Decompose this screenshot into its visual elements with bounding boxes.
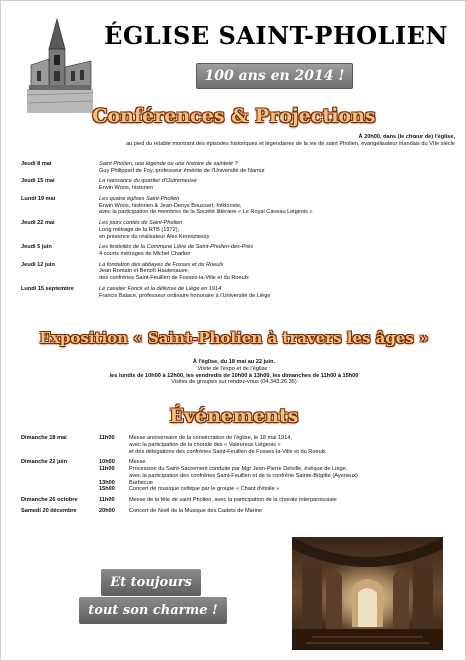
conference-item bbox=[21, 244, 451, 258]
conference-date: Jeudi 8 mai bbox=[21, 161, 52, 167]
conference-date: Lundi 15 septembre bbox=[21, 285, 74, 292]
conference-speaker: Jean Romain et Benoît Hautenauve, bbox=[99, 268, 190, 275]
conferences-heading: Conférences & Projections bbox=[92, 105, 376, 127]
conference-title: Les jours contés de Saint-Pholien bbox=[99, 219, 183, 226]
church-nave-photo bbox=[292, 537, 443, 650]
conference-title: Saint Pholien, une légende ou une histoire de sainteté ? bbox=[99, 161, 238, 167]
conference-date: Jeudi 5 juin bbox=[21, 244, 52, 251]
church-sketch-image bbox=[27, 15, 93, 113]
expo-groups: Visites de groupes sur rendez-vous (04.343.26.35) bbox=[171, 379, 297, 386]
conference-speaker: en présence du réalisateur Alex Keresztessy bbox=[99, 233, 210, 240]
conference-date: Jeudi 15 mai bbox=[21, 178, 55, 185]
event-text: Concert de Noël de la Musique des Cadets de Marine bbox=[129, 507, 263, 514]
page-title: ÉGLISE SAINT-PHOLIEN bbox=[104, 21, 448, 50]
event-time: 13h00 bbox=[99, 479, 115, 486]
expo-dates: À l'église, du 18 mai au 22 juin. bbox=[192, 359, 276, 365]
conference-speaker: des confréries Saint-Feuillen de Fosses-la-Ville et du Roeulx bbox=[99, 275, 249, 282]
conference-title: La naissance du quartier d'Outremeuse bbox=[99, 178, 197, 185]
conference-title: Le cavalier Fonck et la défense de Liège en 1914 bbox=[99, 285, 222, 292]
event-text: Concert de musique celtique par le groupe « Chant d'étoile » bbox=[129, 486, 280, 493]
event-text: Messe de la fête de saint Pholien, avec la participation de la chorale interparoissiale bbox=[129, 496, 337, 503]
event-day bbox=[21, 497, 461, 504]
conference-speaker: avec la participation de membres de la Société littéraire « Le Royal Caveau Liégeois » bbox=[99, 209, 313, 216]
slogan-line-1: Et toujours bbox=[101, 569, 201, 596]
conferences-intro bbox=[25, 134, 455, 148]
conference-item bbox=[21, 262, 451, 282]
intro-line-1: À 20h00, dans (le chœur de) l'église, bbox=[358, 134, 455, 140]
conference-list bbox=[21, 161, 451, 303]
conference-title: Les quatre églises Saint-Pholien bbox=[99, 195, 180, 202]
event-text: Messe anniversaire de la consécration de l'église, le 18 mai 1914, bbox=[129, 435, 293, 441]
event-date: Samedi 20 décembre bbox=[21, 507, 77, 514]
conference-speaker: Erwin Woos, historien bbox=[99, 185, 153, 192]
conference-title: Les festivités de la Commune Libre de Saint-Pholien-des-Prés bbox=[99, 244, 254, 251]
events-heading: Événements bbox=[169, 405, 299, 427]
event-text: Barbecue bbox=[129, 479, 153, 486]
event-time: 11h00 bbox=[99, 465, 115, 472]
anniversary-banner: 100 ans en 2014 ! bbox=[196, 63, 353, 89]
event-day bbox=[21, 435, 461, 455]
event-time: 11h00 bbox=[99, 496, 115, 503]
conference-date: Lundi 19 mai bbox=[21, 195, 56, 202]
event-date: Dimanche 18 mai bbox=[21, 435, 67, 441]
conference-item bbox=[21, 196, 451, 216]
expo-visit: Visite de l'expo et de l'église : bbox=[197, 365, 271, 372]
event-date: Dimanche 22 juin bbox=[21, 459, 68, 466]
event-day bbox=[21, 508, 461, 515]
conference-speaker: Erwin Woos, historien & Jean-Denys Boussart, folkloriste, bbox=[99, 202, 242, 209]
event-time: 15h00 bbox=[99, 486, 115, 493]
event-time: 10h00 bbox=[99, 459, 115, 466]
event-text: Messe bbox=[129, 459, 146, 466]
intro-line-2: au pied du retable montrant des épisodes historiques et légendaires de la vie de saint Pholien, évangélisateur irlandais du VIIe siècle bbox=[126, 140, 455, 147]
conference-item bbox=[21, 286, 451, 300]
event-day bbox=[21, 459, 461, 493]
event-text: avec la participation de la chorale des « Valeureux Liégeois » bbox=[129, 441, 281, 448]
event-time: 11h00 bbox=[99, 435, 115, 441]
conference-speaker: 4 courts métrages de Michel Charlier bbox=[99, 250, 191, 257]
conference-date: Jeudi 22 mai bbox=[21, 219, 55, 226]
conference-title: La fondation des abbayes de Fosses et du Roeulx bbox=[99, 261, 224, 268]
exposition-heading: Exposition « Saint-Pholien à travers les âges » bbox=[39, 329, 429, 347]
slogan-line-2: tout son charme ! bbox=[79, 597, 227, 624]
event-list bbox=[21, 435, 461, 518]
conference-speaker: Long métrage de la RTB (1972), bbox=[99, 226, 180, 233]
conference-item bbox=[21, 161, 451, 175]
exposition-details bbox=[1, 359, 466, 386]
conference-speaker: Francis Balace, professeur ordinaire honoraire à l'Université de Liège bbox=[99, 292, 271, 299]
expo-hours: les lundis de 10h00 à 12h00, les vendredis de 10h00 à 13h00, les dimanches de 11h00 à 15h00 bbox=[109, 372, 359, 379]
event-time: 20h00 bbox=[99, 507, 115, 514]
event-date: Dimanche 26 octobre bbox=[21, 496, 78, 503]
conference-date: Jeudi 12 juin bbox=[21, 261, 55, 268]
conference-speaker: Guy Philippart de Foy, professeur émérite de l'Université de Namur bbox=[99, 167, 265, 174]
event-text: Procession du Saint-Sacrement conduite par Mgr Jean-Pierre Delville, évêque de Liège, bbox=[129, 465, 348, 472]
conference-item bbox=[21, 220, 451, 240]
conference-item bbox=[21, 178, 451, 192]
event-text: avec la participation des confréries Saint-Feuillen et de la confrérie Sainte-Brigitte (Ayeneux) bbox=[129, 472, 358, 479]
event-text: et des délégations des confréries Saint-Feuillen de Fosses-la-Ville et du Roeulx bbox=[129, 448, 326, 455]
